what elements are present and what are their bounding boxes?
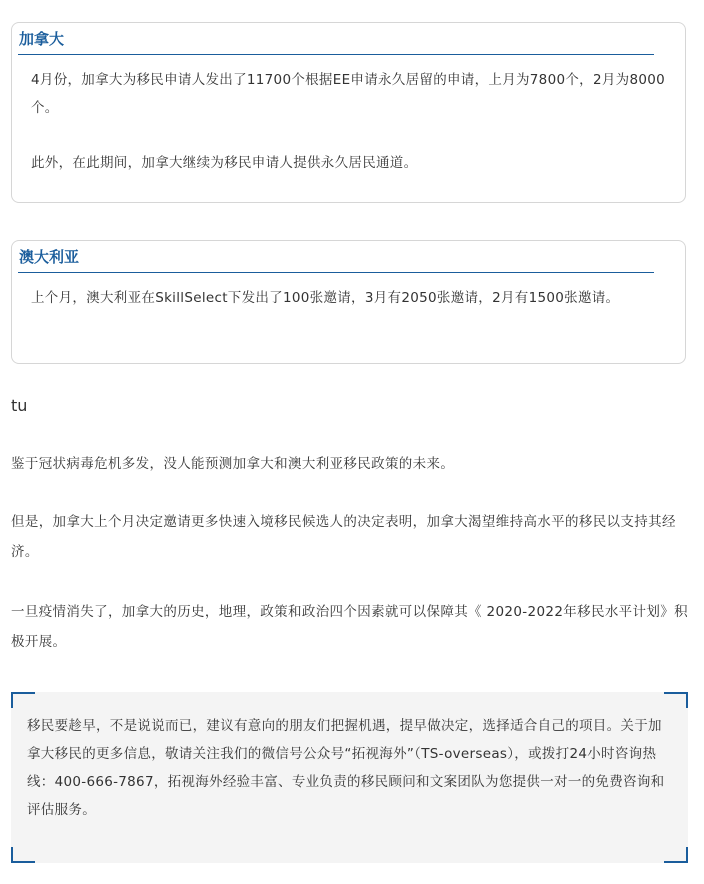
corner-bracket-top-left (11, 692, 35, 708)
section-title-canada: 加拿大 (19, 30, 65, 48)
body-paragraph-2: 但是，加拿大上个月决定邀请更多快速入境移民候选人的决定表明，加拿大渴望维持高水平的移民以支持其经济。 (11, 514, 676, 560)
section-title-underline (18, 272, 654, 273)
image-placeholder-text: tu (11, 396, 28, 415)
section-title-australia: 澳大利亚 (19, 248, 80, 266)
contact-notice-box (11, 692, 688, 863)
section-title-underline (18, 54, 654, 55)
canada-paragraph-2: 此外，在此期间，加拿大继续为移民申请人提供永久居民通道。 (31, 155, 418, 171)
corner-bracket-bottom-right (664, 847, 688, 863)
contact-notice-text: 移民要趁早，不是说说而已，建议有意向的朋友们把握机遇，提早做决定，选择适合自己的项目。关于加拿大移民的更多信息，敬请关注我们的微信号公众号“拓视海外”（TS-overseas），或拨打24小时咨询热线：400-666-7867，拓视海外经验丰富、专业负责的移民顾问和文案团队为您提供一对一的免费咨询和评估服务。 (27, 718, 665, 818)
section-card-canada (11, 22, 686, 203)
canada-paragraph-1: 4月份，加拿大为移民申请人发出了11700个根据EE申请永久居留的申请，上月为7800个，2月为8000个。 (31, 72, 665, 116)
australia-paragraph-1: 上个月，澳大利亚在SkillSelect下发出了100张邀请，3月有2050张邀请，2月有1500张邀请。 (31, 290, 620, 306)
body-paragraph-1: 鉴于冠状病毒危机多发，没人能预测加拿大和澳大利亚移民政策的未来。 (11, 456, 455, 472)
section-card-australia (11, 240, 686, 364)
body-paragraph-3: 一旦疫情消失了，加拿大的历史，地理，政策和政治四个因素就可以保障其《 2020-2022年移民水平计划》积极开展。 (11, 604, 688, 650)
corner-bracket-bottom-left (11, 847, 35, 863)
corner-bracket-top-right (664, 692, 688, 708)
